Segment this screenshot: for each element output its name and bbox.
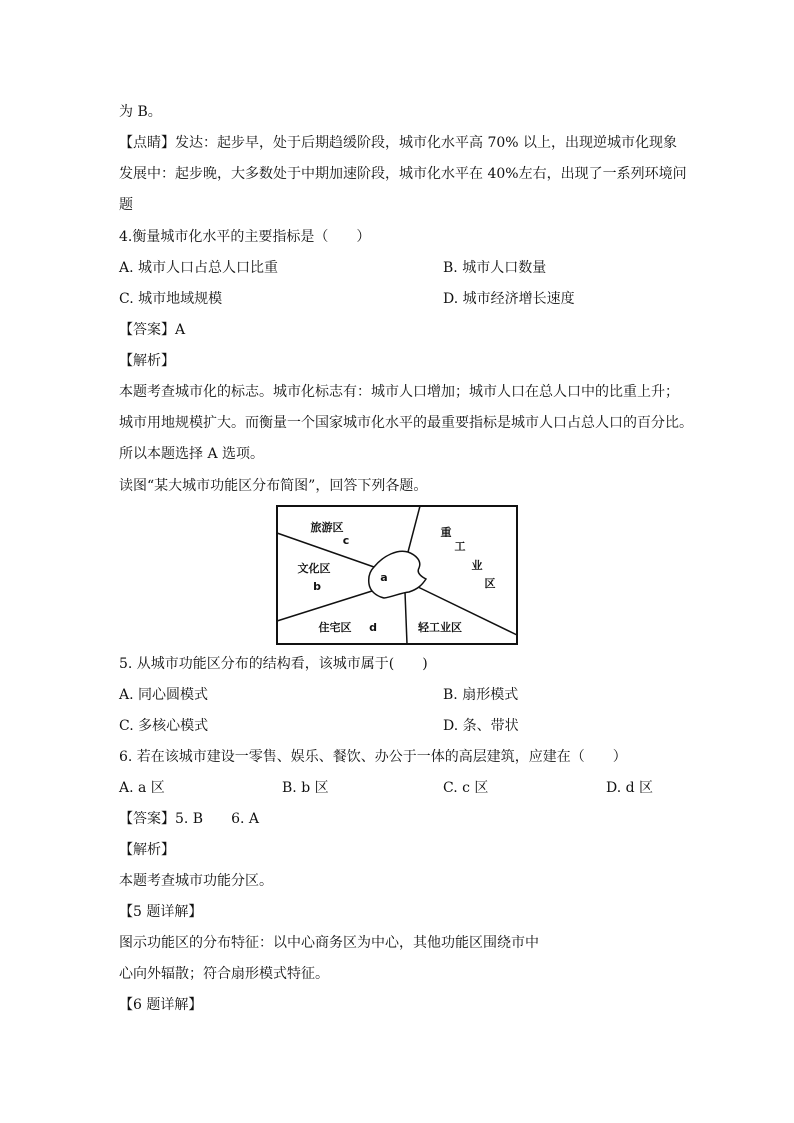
explanation-line: 图示功能区的分布特征：以中心商务区为中心，其他功能区围绕市中 — [119, 935, 539, 951]
option-4c: C. 城市地域规模 — [119, 291, 223, 307]
question-4: 4.衡量城市化水平的主要指标是（ ） — [119, 229, 371, 245]
map-label-culture: 文化区 — [297, 562, 331, 575]
explanation-line: 所以本题选择 A 选项。 — [119, 446, 265, 462]
option-4b: B. 城市人口数量 — [443, 260, 547, 276]
analysis-heading: 【解析】 — [119, 842, 175, 858]
detail-heading-6: 【6 题详解】 — [119, 997, 203, 1013]
map-label-heavy: 业 — [471, 559, 483, 572]
map-label-center-letter: a — [380, 571, 388, 584]
map-label-residential: 住宅区 — [318, 621, 352, 634]
text-line: 为 B。 — [119, 104, 162, 120]
option-6b: B. b 区 — [282, 780, 329, 796]
question-6: 6. 若在该城市建设一零售、娱乐、餐饮、办公于一体的高层建筑，应建在（ ） — [119, 749, 627, 765]
map-label-residential-letter: d — [369, 621, 377, 634]
map-label-heavy: 工 — [454, 540, 466, 553]
option-6d: D. d 区 — [606, 780, 654, 796]
option-5b: B. 扇形模式 — [443, 687, 519, 703]
city-function-map — [276, 505, 518, 645]
option-6a: A. a 区 — [119, 780, 165, 796]
reading-prompt: 读图“某大城市功能区分布简图”，回答下列各题。 — [119, 478, 428, 494]
map-label-tourism: 旅游区 — [310, 521, 344, 534]
explanation-line: 心向外辐散；符合扇形模式特征。 — [119, 966, 329, 982]
question-5: 5. 从城市功能区分布的结构看，该城市属于( ) — [119, 656, 428, 672]
text-line: 题 — [119, 197, 133, 213]
map-label-heavy: 重 — [440, 526, 452, 539]
option-5a: A. 同心圆模式 — [119, 687, 209, 703]
detail-heading-5: 【5 题详解】 — [119, 904, 203, 920]
answer-5-6: 【答案】5. B 6. A — [119, 811, 260, 827]
analysis-heading: 【解析】 — [119, 353, 175, 369]
tip-line: 【点睛】发达：起步早，处于后期趋缓阶段，城市化水平高 70% 以上，出现逆城市化现象 — [119, 135, 678, 151]
explanation-line: 本题考查城市功能分区。 — [119, 873, 273, 889]
text-line: 发展中：起步晚，大多数处于中期加速阶段，城市化水平在 40%左右，出现了一系列环境问 — [119, 166, 687, 182]
map-label-tourism-letter: c — [342, 534, 350, 547]
option-4a: A. 城市人口占总人口比重 — [119, 260, 279, 276]
option-5c: C. 多核心模式 — [119, 718, 209, 734]
option-6c: C. c 区 — [443, 780, 489, 796]
map-label-light-industry: 轻工业区 — [418, 621, 462, 634]
option-5d: D. 条、带状 — [443, 718, 519, 734]
option-4d: D. 城市经济增长速度 — [443, 291, 575, 307]
explanation-line: 本题考查城市化的标志。城市化标志有：城市人口增加；城市人口在总人口中的比重上升； — [119, 384, 679, 400]
map-label-culture-letter: b — [313, 580, 321, 593]
explanation-line: 城市用地规模扩大。而衡量一个国家城市化水平的最重要指标是城市人口占总人口的百分比。 — [119, 415, 693, 431]
answer-4: 【答案】A — [119, 322, 186, 338]
map-label-heavy: 区 — [484, 577, 496, 590]
